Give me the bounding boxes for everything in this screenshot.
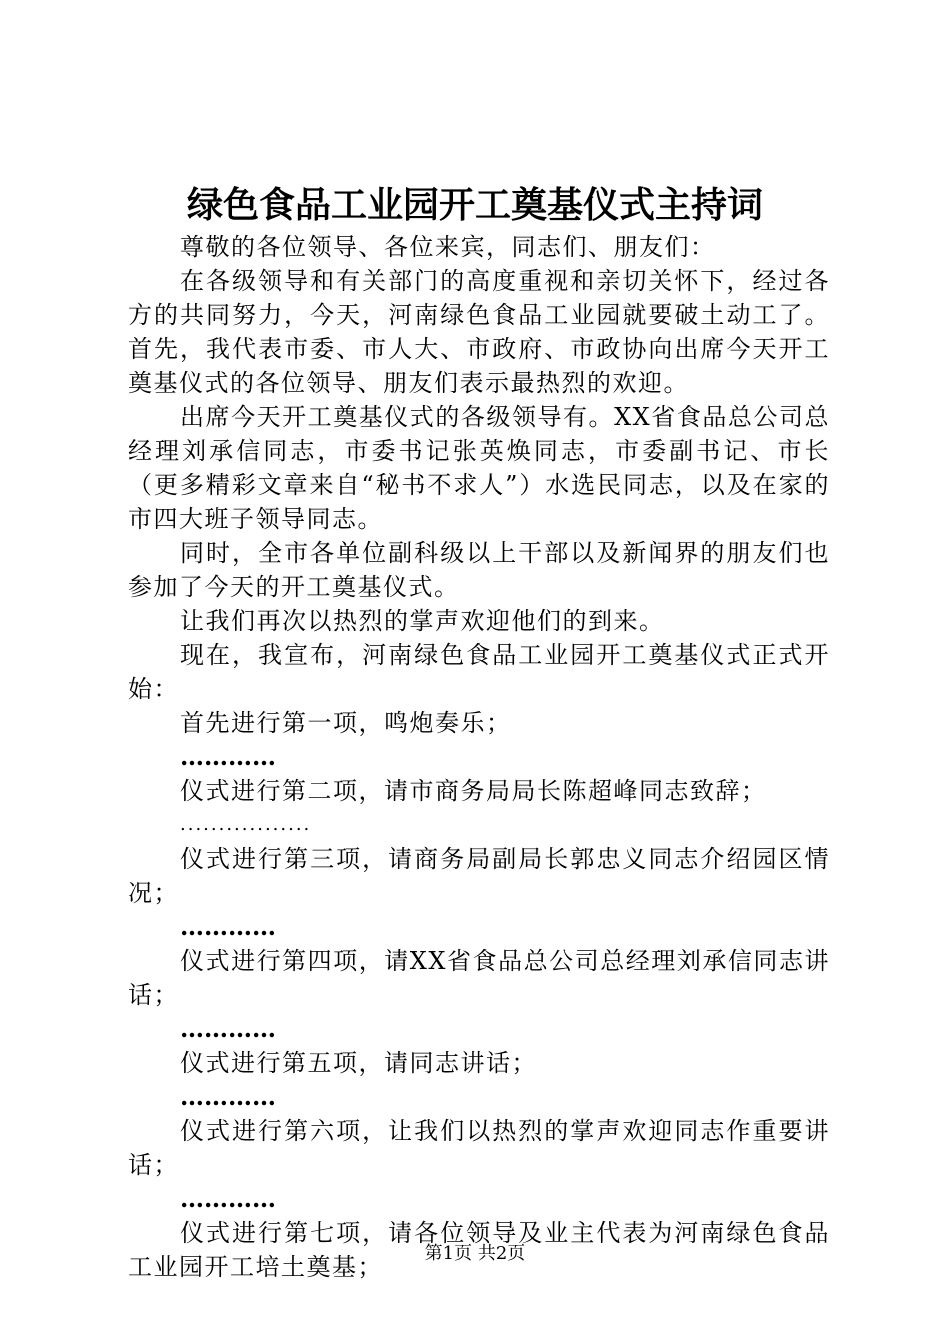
announcement-paragraph: 现在，我宣布，河南绿色食品工业园开工奠基仪式正式开始： <box>128 641 830 703</box>
ellipsis-separator: ………… <box>180 1082 276 1111</box>
applause-paragraph: 让我们再次以热烈的掌声欢迎他们的到来。 <box>180 607 665 635</box>
ellipsis-separator: ………… <box>180 742 276 771</box>
ellipsis-separator: ………… <box>180 1014 276 1043</box>
salutation-paragraph: 尊敬的各位领导、各位来宾，同志们、朋友们： <box>180 233 716 261</box>
page-footer: 第1页 共2页 <box>424 1243 526 1264</box>
document-body <box>128 230 830 1284</box>
agenda-item-3: 仪式进行第三项，请商务局副局长郭忠义同志介绍园区情况； <box>128 845 830 907</box>
agenda-item-4: 仪式进行第四项，请XX省食品总公司总经理刘承信同志讲话； <box>128 947 830 1009</box>
agenda-item-5: 仪式进行第五项，请同志讲话； <box>180 1049 537 1077</box>
attendees-paragraph: 出席今天开工奠基仪式的各级领导有。XX省食品总公司总经理刘承信同志，市委书记张英焕同志，市委副书记、市长（更多精彩文章来自“秘书不求人”）水选民同志，以及在家的市四大班子领导同志。 <box>128 403 830 533</box>
ellipsis-separator: ………… <box>180 912 276 941</box>
document-title: 绿色食品工业园开工奠基仪式主持词 <box>186 184 763 226</box>
agenda-item-2: 仪式进行第二项，请市商务局局长陈超峰同志致辞； <box>180 777 767 805</box>
agenda-item-7: 仪式进行第七项，请各位领导及业主代表为河南绿色食品工业园开工培土奠基； <box>128 1219 830 1281</box>
opening-paragraph: 在各级领导和有关部门的高度重视和亲切关怀下，经过各方的共同努力，今天，河南绿色食品工业园就要破土动工了。首先，我代表市委、市人大、市政府、市政协向出席今天开工奠基仪式的各位领导、朋友们表示最热烈的欢迎。 <box>128 267 830 397</box>
agenda-item-6: 仪式进行第六项，让我们以热烈的掌声欢迎同志作重要讲话； <box>128 1117 830 1179</box>
agenda-item-1: 首先进行第一项，鸣炮奏乐； <box>180 709 512 737</box>
dot-separator: ................. <box>180 814 312 835</box>
ellipsis-separator: ………… <box>180 1184 276 1213</box>
participants-paragraph: 同时，全市各单位副科级以上干部以及新闻界的朋友们也参加了今天的开工奠基仪式。 <box>128 539 830 601</box>
